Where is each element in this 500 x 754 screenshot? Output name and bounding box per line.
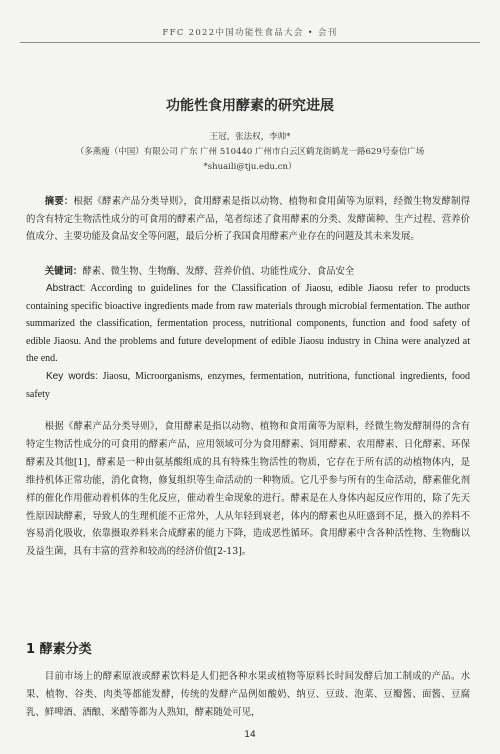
abstract-label-en: Abstract: [46,283,86,294]
running-header: FFC 2022中国功能性食品大会 • 会刊 [162,28,338,38]
header-divider [20,42,480,43]
author-list: 王冠，张法权，李帅* [209,132,291,142]
keywords-label-zh: 关键词： [44,266,83,277]
keywords-label-en: Key words: [46,371,98,382]
abstract-chinese [26,193,470,246]
keywords-chinese [26,263,470,281]
corresponding-email: *shuaili@tju.edu.cn） [203,162,297,172]
abstract-english [26,280,470,368]
abstract-text-zh: 根据《酵素产品分类导则》，食用酵素是指以动物、植物和食用菌等为原料，经微生物发酵制得的含有特定生物活性成分的可食用的酵素产品，笔者综述了食用酵素的分类、发酵菌种、生产过程、营养价值成分、主要功能及食品安全等问题，最后分析了我国食用酵素产业存在的问题及其未来发展。 [26,196,470,243]
keywords-english [26,368,470,403]
keywords-text-en: Jiaosu, Microorganisms, enzymes, fermentation, nutritiona, functional ingredients, food safety [26,371,471,400]
body-paragraph-intro: 根据《酵素产品分类导则》，食用酵素是指以动物、植物和食用菌等为原料，经微生物发酵制得的含有特定生物活性成分的可食用的酵素产品，应用领域可分为食用酵素、饲用酵素、农用酵素、日化酵素、环保酵素及其他[1]，酵素是一种由氨基酸组成的具有特殊生物活性的物质，它存在于所有活的动植物体内，是维持机体正常功能，消化食物，修复组织等生命活动的一种物质。它几乎参与所有的生命活动，酵素催化剂样的催化作用催动着机体的生化反应，催动着生命现象的进行。酵素是在人身体内起反应作用的，除了先天性原因缺酵素，导致人的生理机能不正常外，人从年轻到衰老，体内的酵素也从旺盛到不足，摄入的养料不容易消化吸收，依靠摄取养料来合成酵素的能力下降，造成恶性循环。食用酵素中含各种活性物、生物酶以及益生菌，具有丰富的营养和较高的经济价值[2-13]。 [26,421,470,558]
keywords-text-zh: 酵素、微生物、生物酶、发酵、营养价值、功能性成分、食品安全 [82,266,355,277]
page-number: 14 [244,730,256,740]
abstract-label-zh: 摘要： [44,196,74,207]
paper-title: 功能性食用酵素的研究进展 [166,98,334,114]
body-paragraph-section-1: 目前市场上的酵素原液或酵素饮料是人们把各种水果或植物等原料长时间发酵后加工制成的产品。水果、植物、谷类、肉类等都能发酵，传统的发酵产品例如酸奶、纳豆、豆豉、泡菜、豆瓣酱、面酱、豆腐乳、鲜啤酒、酒酿、米醋等都为人熟知，酵素随处可见， [26,671,470,718]
section-heading: 1 酵素分类 [26,642,92,657]
author-affiliation: （多燕瘦（中国）有限公司 广东 广州 510440 广州市白云区鹤龙街鹤龙一路629号泰信广场 [75,147,425,157]
abstract-text-en: According to guidelines for the Classification of Jiaosu, edible Jiaosu refer to products containing specific bioactive ingredients made from raw materials through microbial fermentation. The author summarized the classification, fermentation process, nutritional components, function and food safety of edible Jiaosu. And the problems and future development of edible Jiaosu industry in China were analyzed at the end. [26,283,470,365]
